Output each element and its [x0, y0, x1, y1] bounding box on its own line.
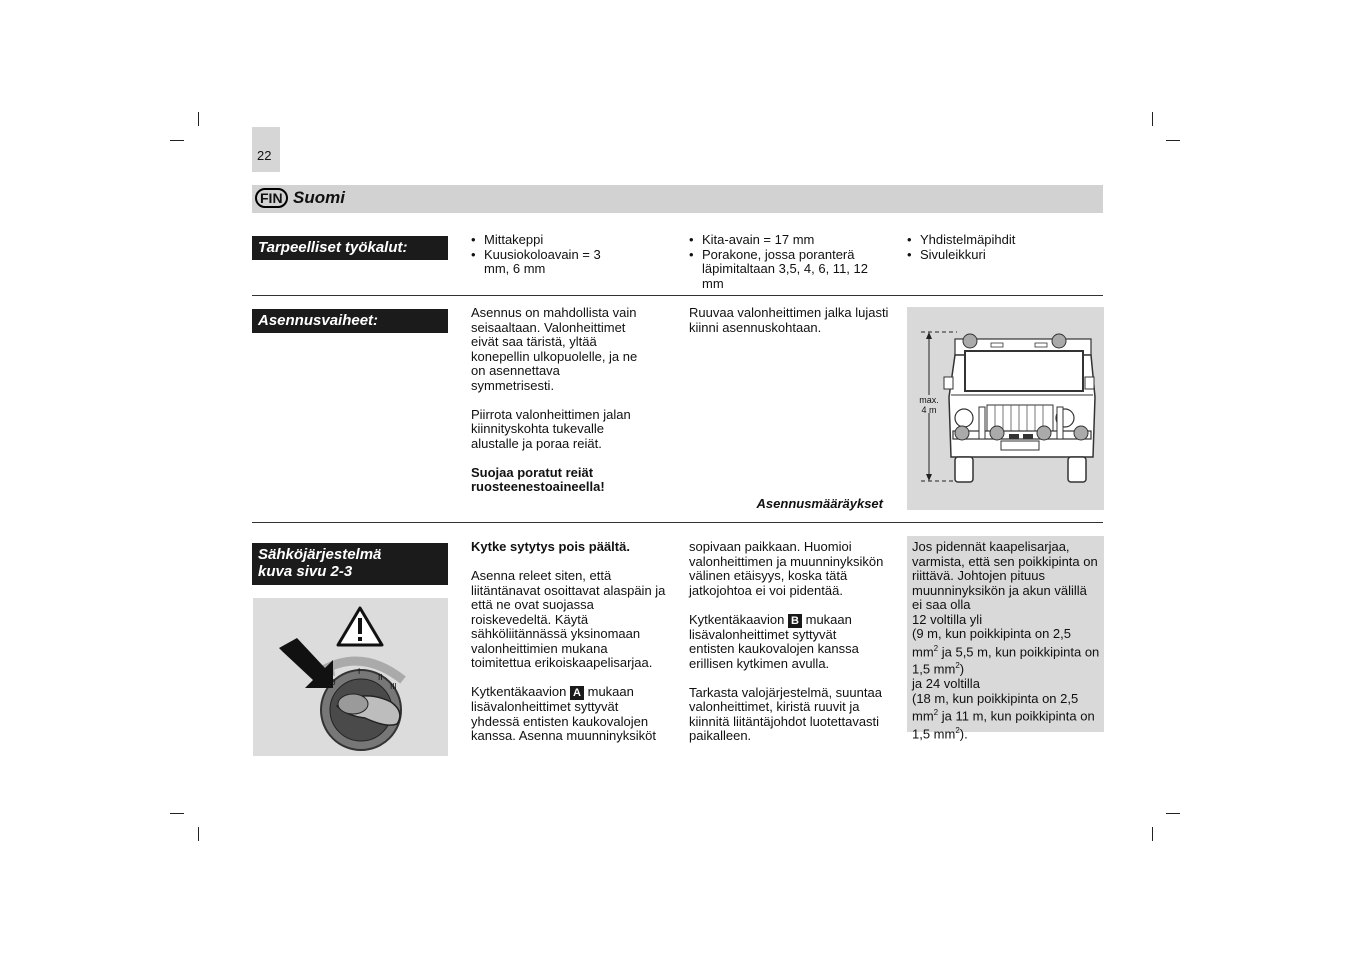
crop-mark — [1166, 140, 1180, 141]
electrical-heading-line-1: Sähköjärjestelmä — [258, 546, 382, 563]
cable-length-note — [907, 536, 1104, 742]
cable-note-line-3 — [912, 627, 1100, 677]
tools-col-1 — [471, 233, 671, 277]
superscript: 2 — [933, 708, 939, 718]
cable-note-text: (9 m, kun poikkipinta on 2,5 mm — [912, 626, 1071, 659]
superscript: 2 — [933, 643, 939, 653]
cable-note-text: (18 m, kun poikkipinta on 2,5 mm — [912, 690, 1079, 724]
cable-note-text: ). — [959, 726, 968, 742]
ignition-switch-illustration — [253, 598, 448, 756]
superscript: 2 — [955, 725, 960, 735]
height-label — [915, 395, 943, 415]
crop-mark — [198, 112, 199, 126]
vehicle-figure — [907, 307, 1104, 510]
cable-note-line-4: ja 24 voltilla — [912, 676, 980, 692]
height-label-line-1: max. — [919, 395, 939, 405]
cable-note-text: ja 11 m, kun poikkipinta on 1,5 mm — [912, 708, 1095, 742]
switch-mark-3: III — [390, 682, 397, 691]
warning-triangle-icon — [338, 608, 382, 645]
crop-mark — [170, 140, 184, 141]
cable-note-text: ja 5,5 m, kun poikkipinta on 1,5 mm — [912, 643, 1100, 677]
list-item: • Kita-avain = 17 mm — [689, 233, 889, 248]
electrical-paragraph-4 — [689, 613, 879, 672]
page-number: 22 — [257, 148, 272, 163]
mounting-warning: Suojaa poratut reiät ruosteenestoaineella! — [471, 464, 605, 494]
diagram-label-a: A — [570, 686, 584, 700]
page-number-tab — [252, 127, 280, 172]
electrical-text: Kytkentäkaavion — [471, 684, 567, 699]
crop-mark — [170, 813, 184, 814]
electrical-col-1 — [471, 540, 671, 758]
electrical-heading-line-2: kuva sivu 2-3 — [258, 563, 353, 580]
regulations-label: Asennusmääräykset — [756, 496, 883, 511]
tools-col-3 — [907, 233, 1103, 262]
electrical-paragraph-1: Asenna releet siten, että liitäntänavat osoittavat alaspäin ja että ne ovat suojassa roiskevedeltä. Käytä sähköliitännässä yksinomaan valonheittimien mukana toimitettua erikoiskaapelisarjaa. — [471, 568, 666, 670]
switch-mark-0: 0 — [331, 678, 336, 687]
electrical-paragraph-3: sopivaan paikkaan. Huomioi valonheittimen ja muunninyksikön välinen etäisyys, koska tätä jatkojohtoa ei voi pidentää. — [689, 539, 884, 598]
switch-mark-1: I — [358, 667, 361, 676]
section-divider — [252, 295, 1103, 296]
crop-mark — [1152, 827, 1153, 841]
electrical-paragraph-5: Tarkasta valojärjestelmä, suuntaa valonheittimet, kiristä ruuvit ja kiinnitä liitäntäjohdot luotettavasti paikalleen. — [689, 684, 882, 743]
tools-heading: Tarpeelliset työkalut: — [252, 236, 448, 260]
electrical-heading — [252, 543, 448, 585]
tools-col-2 — [689, 233, 889, 291]
crop-mark — [198, 827, 199, 841]
mounting-col-1 — [471, 306, 671, 509]
mounting-col-2 — [689, 306, 889, 350]
mounting-heading: Asennusvaiheet: — [252, 309, 448, 333]
list-item: • Mittakeppi — [471, 233, 671, 248]
crop-mark — [1166, 813, 1180, 814]
electrical-text: Kytkentäkaavion — [689, 611, 785, 627]
height-label-line-2: 4 m — [921, 405, 937, 415]
electrical-col-2 — [689, 540, 889, 758]
list-item: • Sivuleikkuri — [907, 248, 1103, 263]
cable-note-line-2: 12 voltilla yli — [912, 611, 983, 627]
list-item: • Porakone, jossa poranterä läpimitaltaan 3,5, 4, 6, 11, 12 mm — [689, 248, 889, 292]
ignition-figure — [253, 598, 448, 756]
cable-note-line-1: Jos pidennät kaapelisarjaa, varmista, että sen poikkipinta on riittävä. Johtojen pituus muunninyksikön ja akun välillä ei saa olla — [912, 539, 1098, 612]
diagram-label-b: B — [788, 614, 802, 628]
language-header — [252, 185, 1103, 213]
language-badge: FIN — [255, 188, 288, 208]
list-item: • Yhdistelmäpihdit — [907, 233, 1103, 248]
superscript: 2 — [955, 661, 960, 671]
electrical-text: mukaan lisävalonheittimet syttyvät yhdessä entisten kaukovalojen kanssa. Asenna muunninyksiköt — [471, 684, 656, 743]
mounting-paragraph-1: Asennus on mahdollista vain seisaaltaan. Valonheittimet eivät saa täristä, yltää konepellin ulkopuolelle, ja ne on asennettava symmetrisesti. — [471, 305, 638, 393]
cable-note-line-5 — [912, 692, 1100, 742]
pointer-arrow-icon — [279, 638, 336, 688]
switch-mark-2: II — [378, 673, 383, 682]
crop-mark — [1152, 112, 1153, 126]
electrical-text: mukaan lisävalonheittimet syttyvät entisten kaukovalojen kanssa erillisen kytkimen avulla. — [689, 611, 859, 671]
language-title: Suomi — [293, 188, 345, 207]
mounting-paragraph-3: Ruuvaa valonheittimen jalka lujasti kiinni asennuskohtaan. — [689, 305, 889, 335]
section-divider — [252, 522, 1103, 523]
mounting-paragraph-2: Piirrota valonheittimen jalan kiinnityskohta tukevalle alustalle ja poraa reiät. — [471, 406, 631, 451]
cable-note-text: ) — [959, 661, 965, 677]
list-item: • Kuusiokoloavain = 3 mm, 6 mm — [471, 248, 624, 277]
ignition-off-instruction: Kytke sytytys pois päältä. — [471, 539, 630, 554]
electrical-paragraph-2 — [471, 685, 669, 744]
